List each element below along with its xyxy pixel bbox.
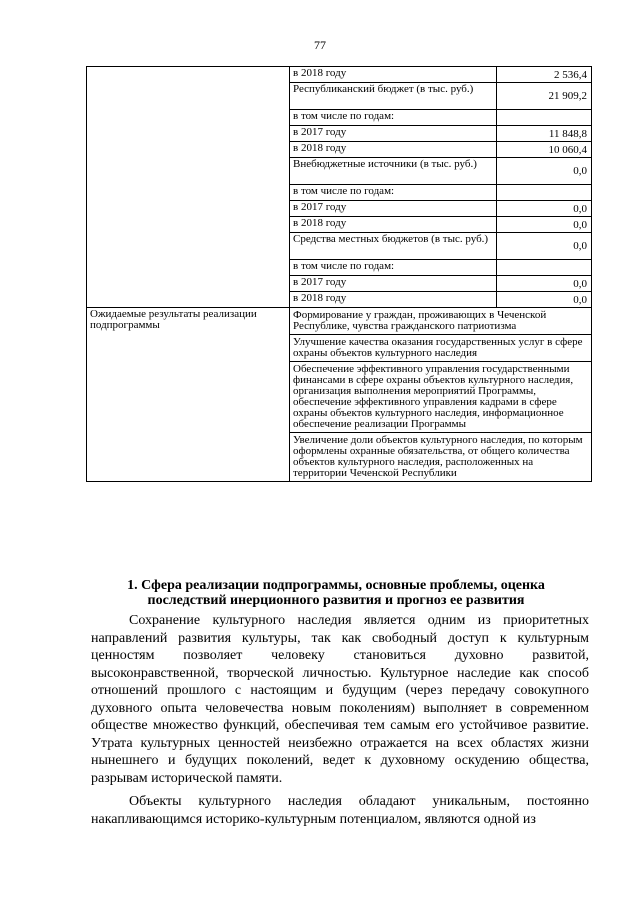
paragraph-2: Объекты культурного наследия обладают уникальным, постоянно накапливающимся историко-культурным потенциалом, являются одной из [91,794,589,827]
budget-item-value: 11 848,8 [497,126,592,142]
budget-item-value: 0,0 [497,217,592,233]
budget-item-label: в 2018 году [290,67,497,83]
budget-item-label: Республиканский бюджет (в тыс. руб.) [290,83,497,110]
budget-item-label: в 2018 году [290,217,497,233]
budget-item-label: в том числе по годам: [290,110,497,126]
budget-item-value: 2 536,4 [497,67,592,83]
page-number: 77 [314,38,326,52]
budget-item-label: в 2017 году [290,201,497,217]
budget-item-value: 0,0 [497,233,592,260]
passport-table-body [87,67,592,482]
budget-item-label: в том числе по годам: [290,185,497,201]
expected-result-item: Обеспечение эффективного управления государственными финансами в сфере охраны объектов культурного наследия, организация выполнения мероприятий Программы, обеспечение эффективного управления кадрами в сфере охраны объектов культурного наследия, информационное обеспечение реализации Программы [290,362,592,433]
budget-label-cell [87,67,290,308]
expected-results-label: Ожидаемые результаты реализации подпрограммы [87,308,290,482]
expected-result-item: Увеличение доли объектов культурного наследия, по которым оформлены охранные обязательства, от общего количества объектов культурного наследия, расположенных на территории Чеченской Республики [290,433,592,482]
budget-item-label: в том числе по годам: [290,260,497,276]
section-title: 1. Сфера реализации подпрограммы, основные проблемы, оценка последствий инерционного развития и прогноз ее развития [127,578,545,608]
passport-table [86,66,592,482]
budget-item-label: в 2017 году [290,126,497,142]
budget-item-value: 0,0 [497,158,592,185]
budget-item-label: в 2018 году [290,292,497,308]
budget-item-label: Внебюджетные источники (в тыс. руб.) [290,158,497,185]
expected-result-row [87,308,592,335]
budget-item-label: в 2017 году [290,276,497,292]
budget-item-value: 10 060,4 [497,142,592,158]
budget-item-label: Средства местных бюджетов (в тыс. руб.) [290,233,497,260]
budget-item-value: 0,0 [497,276,592,292]
budget-item-value: 0,0 [497,292,592,308]
paragraph-1: Сохранение культурного наследия является одним из приоритетных направлений развития культуры, так как свободный доступ к культурным ценностям позволяет человеку становиться духовно развитой, высоконравственной, творческой личностью. Культурное наследие как способ отношений прошлого с настоящим и будущим (через передачу совокупного духовного опыта человечества новым поколениям) выполняет в современном обществе множество функций, обеспечивая тем самым его устойчивое развитие. Утрата культурных ценностей неизбежно отражается на всех областях жизни нынешнего и будущих поколений, ведет к духовному оскудению общества, разрывам исторической памяти. [91,613,589,786]
budget-item-value: 21 909,2 [497,83,592,110]
budget-item-value [497,185,592,201]
budget-row [87,67,592,83]
budget-item-value: 0,0 [497,201,592,217]
expected-result-item: Формирование у граждан, проживающих в Чеченской Республике, чувства гражданского патриотизма [290,308,592,335]
budget-item-value [497,260,592,276]
budget-item-value [497,110,592,126]
expected-result-item: Улучшение качества оказания государственных услуг в сфере охраны объектов культурного наследия [290,335,592,362]
budget-item-label: в 2018 году [290,142,497,158]
